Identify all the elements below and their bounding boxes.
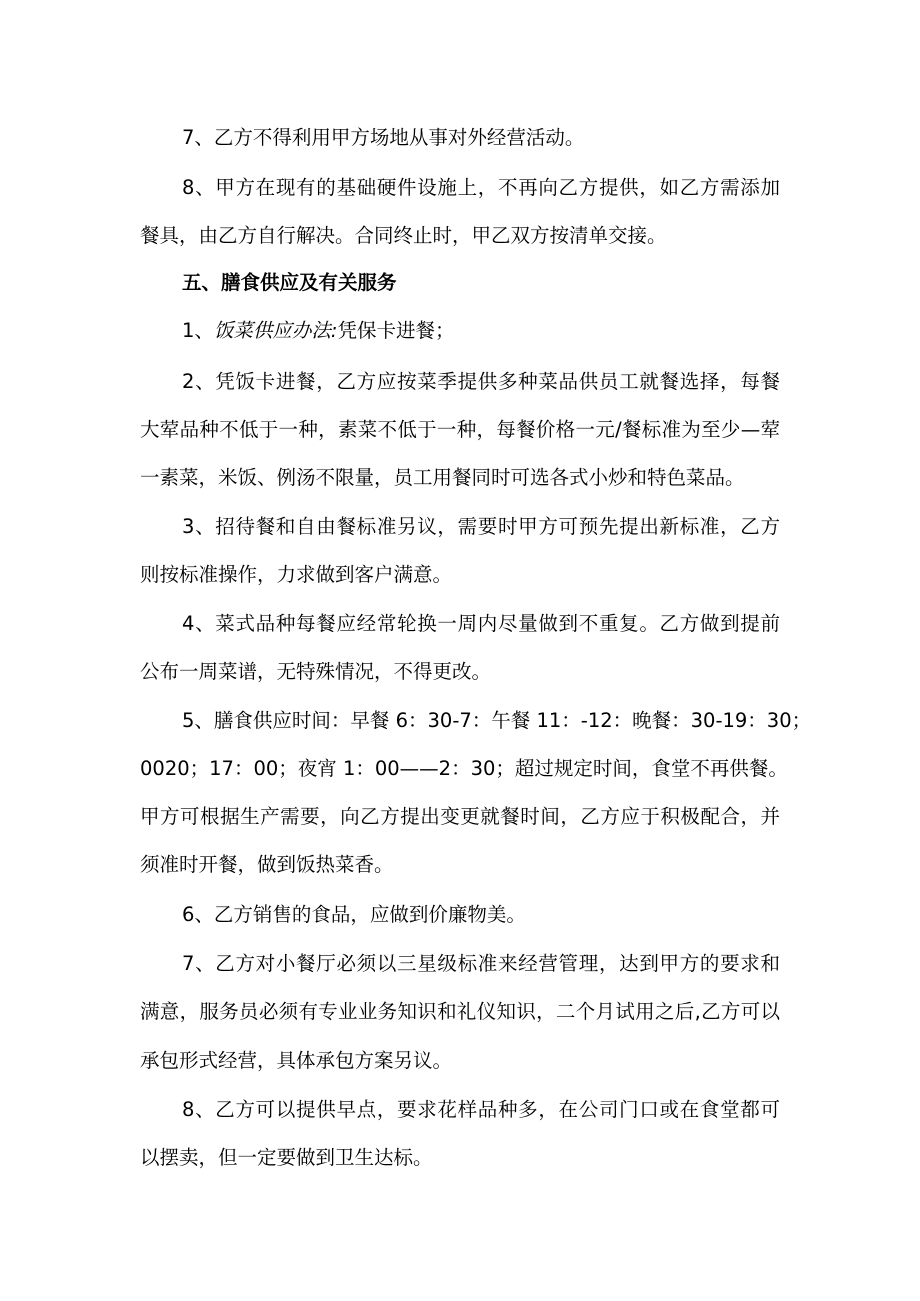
text-line: 满意，服务员必须有专业业务知识和礼仪知识，二个月试用之后,乙方可以 [140, 1000, 780, 1023]
text-line: 3、招待餐和自由餐标准另议，需要时甲方可预先提出新标准，乙方 [182, 515, 780, 538]
text-line: 5、膳食供应时间：早餐 6：30-7：午餐 11：-12：晚餐：30-19：30； [182, 709, 812, 732]
italic-label: 饭菜供应办法: [213, 319, 338, 342]
text-line: 甲方可根据生产需要，向乙方提出变更就餐时间，乙方应于积极配合，并 [140, 805, 780, 828]
text-line: 则按标准操作，力求做到客户满意。 [140, 563, 453, 586]
section-heading: 五、膳食供应及有关服务 [182, 271, 397, 294]
text-line: 7、乙方不得利用甲方场地从事对外经营活动。 [182, 126, 585, 149]
text-line: 承包形式经营，具体承包方案另议。 [140, 1049, 453, 1072]
text-line: 0020；17：00；夜宵 1：00——2：30；超过规定时间，食堂不再供餐。 [140, 757, 788, 780]
text-line: 4、菜式品种每餐应经常轮换一周内尽量做到不重复。乙方做到提前 [182, 612, 780, 635]
text-line: 须准时开餐，做到饭热菜香。 [140, 853, 394, 876]
text-line: 餐具，由乙方自行解决。合同终止时，甲乙双方按清单交接。 [140, 224, 667, 247]
text-line: 7、乙方对小餐厅必须以三星级标准来经营管理，达到甲方的要求和 [182, 952, 780, 975]
text-line: 2、凭饭卡进餐，乙方应按菜季提供多种菜品供员工就餐选择，每餐 [182, 370, 780, 393]
text-line: 一素菜，米饭、例汤不限量，员工用餐同时可选各式小炒和特色菜品。 [140, 466, 745, 489]
text-line: 8、甲方在现有的基础硬件设施上，不再向乙方提供，如乙方需添加 [182, 176, 780, 199]
text-line: 以摆卖，但一定要做到卫生达标。 [140, 1146, 433, 1169]
text-line [182, 319, 455, 343]
text-line: 6、乙方销售的食品，应做到价廉物美。 [182, 903, 526, 926]
text-line: 大荤品种不低于一种，素菜不低于一种，每餐价格一元/餐标准为至少—荤 [140, 418, 780, 441]
text-line: 8、乙方可以提供早点，要求花样品种多，在公司门口或在食堂都可 [182, 1098, 780, 1121]
text-line: 公布一周菜谱，无特殊情况，不得更改。 [140, 660, 492, 683]
item-text: 凭保卡进餐； [337, 319, 455, 342]
item-prefix: 1、 [182, 319, 214, 342]
